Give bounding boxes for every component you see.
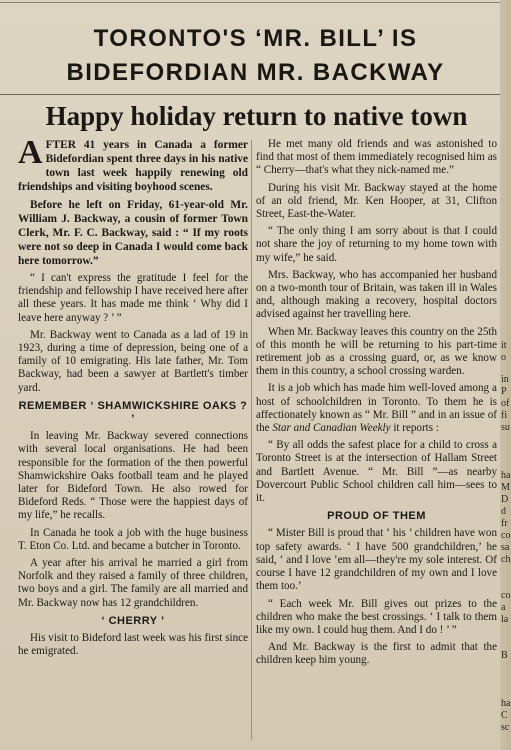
- crosshead: REMEMBER ‘ SHAMWICKSHIRE OAKS ? ’: [18, 399, 248, 426]
- paragraph-text: it reports :: [390, 422, 439, 435]
- headline-line-2: BIDEFORDIAN MR. BACKWAY: [66, 59, 445, 86]
- margin-fragment: P: [501, 386, 507, 397]
- margin-fragment: of: [501, 398, 510, 409]
- margin-fragment: D: [501, 494, 509, 505]
- margin-fragment: ch: [501, 554, 511, 565]
- headline-line-1: TORONTO'S ‘MR. BILL’ IS: [93, 25, 418, 52]
- paragraph: In leaving Mr. Backway severed connections with several local organisations. He had been responsible for the formation of the then powerful Shamwickshire Oaks football team and he played later for Bideford Town. He also rowed for Bideford Reds. “ Those were the happiest days of my life,” he recalls.: [18, 430, 248, 522]
- margin-fragment: fr: [501, 518, 508, 529]
- paragraph: When Mr. Backway leaves this country on the 25th of this month he will be returning to his part-time retirement job as a crossing guard, or, as we know them in this country, a school crossing warden.: [256, 325, 497, 378]
- column-divider: [251, 140, 252, 740]
- article-column-left: [18, 138, 248, 740]
- paragraph: Mr. Backway went to Canada as a lad of 19 in 1923, during a time of depression, being one of a family of 10 emigrating. His late father, Mr. Tom Backway, had been a sawyer at Bartlett's timber yard.: [18, 328, 248, 394]
- margin-fragment: a: [501, 602, 506, 613]
- paragraph: A year after his arrival he married a girl from Norfolk and they raised a family of three children, two boys and a girl. The family are all married and Mr. Backway now has 12 grandchildren.: [18, 557, 248, 609]
- margin-fragment: it: [501, 340, 507, 351]
- margin-fragment: M: [501, 482, 510, 493]
- paragraph-text: It is a job which has made him well-loved among a host of schoolchildren in Toronto. To them he is affectionately known as “ Mr. Bill ” and in an issue of the: [256, 382, 497, 435]
- top-rule: [0, 2, 511, 3]
- drop-cap: A: [18, 138, 43, 171]
- margin-fragment: d: [501, 506, 506, 517]
- margin-fragment: ha: [501, 470, 511, 481]
- paragraph: “ The only thing I am sorry about is that I could not share the joy of returning to my home town with my wife,” he said.: [256, 225, 497, 264]
- paragraph: In Canada he took a job with the huge business T. Eton Co. Ltd. and became a butcher in Toronto.: [18, 526, 248, 552]
- paragraph: During his visit Mr. Backway stayed at the home of an old friend, Mr. Ken Hooper, at 31, Clifton Street, East-the-Water.: [256, 181, 497, 221]
- paragraph: [256, 382, 497, 435]
- headline-rule: [0, 94, 511, 95]
- margin-fragment: sa: [501, 542, 510, 553]
- subheadline: Happy holiday return to native town: [45, 101, 468, 131]
- margin-fragment: o: [501, 352, 506, 363]
- margin-fragment: ha: [501, 698, 511, 709]
- paragraph: “ Each week Mr. Bill gives out prizes to the children who make the best crossings. ‘ I talk to them like my own. I could hug them. And I do ! ’ ”: [256, 597, 497, 636]
- paragraph: “ I can't express the gratitude I feel for the friendship and fellowship I have received here after all these years. It has made me think ‘ Why did I leave here anyway ? ’ ”: [18, 272, 248, 324]
- paragraph: “ By all odds the safest place for a child to cross a Toronto Street is at the intersection of Hallam Street and Bartlett Avenue. “ Mr. Bill ”—as nearby Dovercourt Public School children call him—sees to it.: [256, 439, 497, 505]
- paragraph: He met many old friends and was astonished to find that most of them immediately recognised him as “ Cherry—that's what they nick-named me.”: [256, 138, 497, 177]
- margin-fragment: la: [501, 614, 509, 625]
- crosshead: ‘ CHERRY ’: [101, 614, 165, 627]
- article-column-right: [256, 138, 497, 742]
- margin-fragment: su: [501, 422, 510, 433]
- paragraph: His visit to Bideford last week was his first since he emigrated.: [18, 632, 248, 658]
- lead-paragraph: [18, 138, 248, 194]
- margin-fragment: co: [501, 530, 511, 541]
- margin-fragment: sc: [501, 722, 510, 733]
- margin-fragment: fi: [501, 410, 508, 421]
- paragraph: Mrs. Backway, who has accompanied her husband on a two-month tour of Britain, was taken ill in Wales and, although making a recovery, hospital doctors advised against her travelling here.: [256, 268, 497, 321]
- publication-name: Star and Canadian Weekly: [272, 422, 391, 435]
- margin-fragment: B: [501, 650, 508, 661]
- margin-fragment: C: [501, 710, 508, 721]
- crosshead: PROUD OF THEM: [327, 510, 426, 523]
- paragraph: And Mr. Backway is the first to admit that the children keep him young.: [256, 641, 497, 667]
- paragraph: “ Mister Bill is proud that ‘ his ’ children have won top safety awards. ‘ I have 500 grandchildren,’ he said, ‘ and I love ’em all—they're my sole interest. Of course I have 12 grandchildren of my own and I love them too.’: [256, 527, 497, 593]
- margin-fragment: in: [501, 374, 509, 385]
- lead-text: FTER 41 years in Canada a former Bidefordian spent three days in his native town last week happily renewing old friendships and visiting boyhood scenes.: [18, 139, 248, 193]
- adjacent-column-bleed: [500, 0, 511, 750]
- margin-fragment: co: [501, 590, 511, 601]
- paragraph-quote-intro: Before he left on Friday, 61-year-old Mr. William J. Backway, a cousin of former Town Clerk, Mr. F. C. Backway, said : “ If my roots were not so deep in Canada I would come back here tomorrow.”: [18, 199, 248, 267]
